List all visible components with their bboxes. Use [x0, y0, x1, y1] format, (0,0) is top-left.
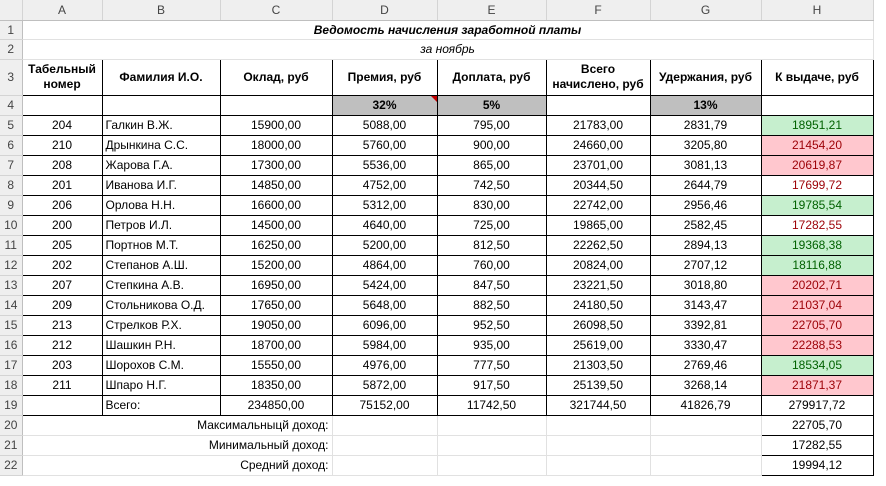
row-header-21[interactable]: 21 — [0, 435, 22, 455]
employee-extra-cell[interactable]: 795,00 — [437, 115, 546, 135]
summary-value[interactable]: 19994,12 — [761, 455, 873, 475]
employee-pay-cell[interactable]: 19785,54 — [761, 195, 873, 215]
row-header-15[interactable]: 15 — [0, 315, 22, 335]
employee-bonus-cell[interactable]: 5760,00 — [332, 135, 437, 155]
employee-bonus-cell[interactable]: 4752,00 — [332, 175, 437, 195]
cell-e21[interactable] — [437, 435, 546, 455]
employee-name-cell[interactable]: Степанов А.Ш. — [102, 255, 220, 275]
cell-c4[interactable] — [220, 95, 332, 115]
employee-salary-cell[interactable]: 16250,00 — [220, 235, 332, 255]
sheet-subtitle[interactable]: за ноябрь — [22, 39, 873, 59]
employee-name-cell[interactable]: Иванова И.Г. — [102, 175, 220, 195]
employee-extra-cell[interactable]: 760,00 — [437, 255, 546, 275]
row-header-2[interactable]: 2 — [0, 39, 22, 59]
summary-label[interactable]: Средний доход: — [22, 455, 332, 475]
row-header-9[interactable]: 9 — [0, 195, 22, 215]
employee-salary-cell[interactable]: 15200,00 — [220, 255, 332, 275]
cell-f21[interactable] — [546, 435, 650, 455]
cell-f22[interactable] — [546, 455, 650, 475]
employee-total-cell[interactable]: 24180,50 — [546, 295, 650, 315]
totals-pay[interactable]: 279917,72 — [761, 395, 873, 415]
totals-label[interactable]: Всего: — [102, 395, 220, 415]
employee-deduct-cell[interactable]: 2644,79 — [650, 175, 761, 195]
header-salary[interactable]: Оклад, руб — [220, 59, 332, 95]
employee-deduct-cell[interactable]: 2831,79 — [650, 115, 761, 135]
header-extra[interactable]: Доплата, руб — [437, 59, 546, 95]
row-header-14[interactable]: 14 — [0, 295, 22, 315]
row-header-16[interactable]: 16 — [0, 335, 22, 355]
totals-total[interactable]: 321744,50 — [546, 395, 650, 415]
employee-bonus-cell[interactable]: 5200,00 — [332, 235, 437, 255]
employee-deduct-cell[interactable]: 3018,80 — [650, 275, 761, 295]
column-header-f[interactable]: F — [546, 0, 650, 20]
employee-bonus-cell[interactable]: 5312,00 — [332, 195, 437, 215]
cell-f20[interactable] — [546, 415, 650, 435]
employee-extra-cell[interactable]: 725,00 — [437, 215, 546, 235]
header-bonus[interactable]: Премия, руб — [332, 59, 437, 95]
employee-bonus-cell[interactable]: 4640,00 — [332, 215, 437, 235]
extra-rate-cell[interactable]: 5% — [437, 95, 546, 115]
employee-pay-cell[interactable]: 21871,37 — [761, 375, 873, 395]
employee-id-cell[interactable]: 210 — [22, 135, 102, 155]
employee-total-cell[interactable]: 23221,50 — [546, 275, 650, 295]
summary-label[interactable]: Максимальныцй доход: — [22, 415, 332, 435]
employee-bonus-cell[interactable]: 6096,00 — [332, 315, 437, 335]
employee-bonus-cell[interactable]: 4864,00 — [332, 255, 437, 275]
sheet-title[interactable]: Ведомость начисления заработной платы — [22, 20, 873, 39]
employee-pay-cell[interactable]: 18534,05 — [761, 355, 873, 375]
row-header-6[interactable]: 6 — [0, 135, 22, 155]
employee-total-cell[interactable]: 25139,50 — [546, 375, 650, 395]
employee-extra-cell[interactable]: 882,50 — [437, 295, 546, 315]
employee-deduct-cell[interactable]: 3392,81 — [650, 315, 761, 335]
cell-d21[interactable] — [332, 435, 437, 455]
employee-pay-cell[interactable]: 21037,04 — [761, 295, 873, 315]
employee-id-cell[interactable]: 209 — [22, 295, 102, 315]
totals-extra[interactable]: 11742,50 — [437, 395, 546, 415]
header-tab-number[interactable] — [22, 59, 102, 95]
employee-deduct-cell[interactable]: 3268,14 — [650, 375, 761, 395]
employee-salary-cell[interactable]: 18350,00 — [220, 375, 332, 395]
row-header-1[interactable]: 1 — [0, 20, 22, 39]
column-header-c[interactable]: C — [220, 0, 332, 20]
cell-d20[interactable] — [332, 415, 437, 435]
row-header-5[interactable]: 5 — [0, 115, 22, 135]
employee-pay-cell[interactable]: 19368,38 — [761, 235, 873, 255]
cell-b4[interactable] — [102, 95, 220, 115]
employee-deduct-cell[interactable]: 3081,13 — [650, 155, 761, 175]
employee-total-cell[interactable]: 25619,00 — [546, 335, 650, 355]
employee-salary-cell[interactable]: 17300,00 — [220, 155, 332, 175]
column-header-g[interactable]: G — [650, 0, 761, 20]
employee-id-cell[interactable]: 201 — [22, 175, 102, 195]
employee-id-cell[interactable]: 205 — [22, 235, 102, 255]
cell-g22[interactable] — [650, 455, 761, 475]
employee-bonus-cell[interactable]: 5536,00 — [332, 155, 437, 175]
employee-pay-cell[interactable]: 22288,53 — [761, 335, 873, 355]
header-deduct[interactable]: Удержания, руб — [650, 59, 761, 95]
employee-pay-cell[interactable]: 21454,20 — [761, 135, 873, 155]
employee-extra-cell[interactable]: 830,00 — [437, 195, 546, 215]
employee-total-cell[interactable]: 26098,50 — [546, 315, 650, 335]
header-tab-line1: Табельный — [28, 62, 96, 76]
cell-a4[interactable] — [22, 95, 102, 115]
employee-salary-cell[interactable]: 15550,00 — [220, 355, 332, 375]
totals-salary[interactable]: 234850,00 — [220, 395, 332, 415]
employee-name-cell[interactable]: Дрынкина С.С. — [102, 135, 220, 155]
employee-id-cell[interactable]: 203 — [22, 355, 102, 375]
row-header-10[interactable]: 10 — [0, 215, 22, 235]
employee-bonus-cell[interactable]: 5424,00 — [332, 275, 437, 295]
employee-salary-cell[interactable]: 14850,00 — [220, 175, 332, 195]
row-header-8[interactable]: 8 — [0, 175, 22, 195]
row-header-12[interactable]: 12 — [0, 255, 22, 275]
employee-name-cell[interactable]: Шпаро Н.Г. — [102, 375, 220, 395]
employee-pay-cell[interactable]: 17282,55 — [761, 215, 873, 235]
employee-bonus-cell[interactable]: 4976,00 — [332, 355, 437, 375]
employee-salary-cell[interactable]: 18700,00 — [220, 335, 332, 355]
bonus-rate-cell[interactable]: 32% — [332, 95, 437, 115]
cell-g21[interactable] — [650, 435, 761, 455]
cell-f4[interactable] — [546, 95, 650, 115]
header-pay[interactable]: К выдаче, руб — [761, 59, 873, 95]
employee-extra-cell[interactable]: 952,50 — [437, 315, 546, 335]
employee-name-cell[interactable]: Стольникова О.Д. — [102, 295, 220, 315]
employee-name-cell[interactable]: Шорохов С.М. — [102, 355, 220, 375]
employee-id-cell[interactable]: 211 — [22, 375, 102, 395]
summary-value[interactable]: 22705,70 — [761, 415, 873, 435]
employee-bonus-cell[interactable]: 5088,00 — [332, 115, 437, 135]
employee-extra-cell[interactable]: 742,50 — [437, 175, 546, 195]
employee-id-cell[interactable]: 208 — [22, 155, 102, 175]
employee-deduct-cell[interactable]: 2894,13 — [650, 235, 761, 255]
row-header-18[interactable]: 18 — [0, 375, 22, 395]
employee-name-cell[interactable]: Жарова Г.А. — [102, 155, 220, 175]
employee-total-cell[interactable]: 20824,00 — [546, 255, 650, 275]
employee-name-cell[interactable]: Стрелков Р.Х. — [102, 315, 220, 335]
employee-deduct-cell[interactable]: 2707,12 — [650, 255, 761, 275]
employee-id-cell[interactable]: 207 — [22, 275, 102, 295]
deduct-rate-cell[interactable]: 13% — [650, 95, 761, 115]
select-all-corner[interactable] — [0, 0, 22, 20]
employee-bonus-cell[interactable]: 5872,00 — [332, 375, 437, 395]
employee-pay-cell[interactable]: 20619,87 — [761, 155, 873, 175]
employee-name-cell[interactable]: Орлова Н.Н. — [102, 195, 220, 215]
column-header-a[interactable]: A — [22, 0, 102, 20]
employee-total-cell[interactable]: 20344,50 — [546, 175, 650, 195]
employee-extra-cell[interactable]: 847,50 — [437, 275, 546, 295]
employee-pay-cell[interactable]: 22705,70 — [761, 315, 873, 335]
employee-total-cell[interactable]: 22262,50 — [546, 235, 650, 255]
employee-id-cell[interactable]: 213 — [22, 315, 102, 335]
cell-h4[interactable] — [761, 95, 873, 115]
row-header-11[interactable]: 11 — [0, 235, 22, 255]
employee-extra-cell[interactable]: 917,50 — [437, 375, 546, 395]
employee-extra-cell[interactable]: 777,50 — [437, 355, 546, 375]
row-header-7[interactable]: 7 — [0, 155, 22, 175]
employee-deduct-cell[interactable]: 2582,45 — [650, 215, 761, 235]
header-total[interactable] — [546, 59, 650, 95]
employee-salary-cell[interactable]: 16950,00 — [220, 275, 332, 295]
employee-pay-cell[interactable]: 18951,21 — [761, 115, 873, 135]
row-header-13[interactable]: 13 — [0, 275, 22, 295]
employee-salary-cell[interactable]: 16600,00 — [220, 195, 332, 215]
row-header-19[interactable]: 19 — [0, 395, 22, 415]
employee-pay-cell[interactable]: 20202,71 — [761, 275, 873, 295]
header-total-line2: начислено, руб — [552, 77, 644, 91]
header-total-line1: Всего — [580, 62, 616, 76]
row-header-20[interactable]: 20 — [0, 415, 22, 435]
summary-value[interactable]: 17282,55 — [761, 435, 873, 455]
cell-e20[interactable] — [437, 415, 546, 435]
header-tab-line2: номер — [43, 77, 81, 91]
employee-name-cell[interactable]: Галкин В.Ж. — [102, 115, 220, 135]
cell-a19[interactable] — [22, 395, 102, 415]
cell-g20[interactable] — [650, 415, 761, 435]
employee-id-cell[interactable]: 206 — [22, 195, 102, 215]
employee-total-cell[interactable]: 21783,00 — [546, 115, 650, 135]
employee-id-cell[interactable]: 202 — [22, 255, 102, 275]
employee-name-cell[interactable]: Портнов М.Т. — [102, 235, 220, 255]
employee-name-cell[interactable]: Петров И.Л. — [102, 215, 220, 235]
column-header-d[interactable]: D — [332, 0, 437, 20]
employee-name-cell[interactable]: Степкина А.В. — [102, 275, 220, 295]
row-header-22[interactable]: 22 — [0, 455, 22, 475]
row-header-17[interactable]: 17 — [0, 355, 22, 375]
row-header-4[interactable]: 4 — [0, 95, 22, 115]
employee-salary-cell[interactable]: 17650,00 — [220, 295, 332, 315]
employee-extra-cell[interactable]: 812,50 — [437, 235, 546, 255]
employee-extra-cell[interactable]: 935,00 — [437, 335, 546, 355]
employee-extra-cell[interactable]: 900,00 — [437, 135, 546, 155]
employee-total-cell[interactable]: 24660,00 — [546, 135, 650, 155]
column-header-h[interactable]: H — [761, 0, 873, 20]
employee-salary-cell[interactable]: 18000,00 — [220, 135, 332, 155]
employee-total-cell[interactable]: 19865,00 — [546, 215, 650, 235]
employee-extra-cell[interactable]: 865,00 — [437, 155, 546, 175]
totals-deduct[interactable]: 41826,79 — [650, 395, 761, 415]
totals-bonus[interactable]: 75152,00 — [332, 395, 437, 415]
header-name[interactable]: Фамилия И.О. — [102, 59, 220, 95]
employee-deduct-cell[interactable]: 3205,80 — [650, 135, 761, 155]
employee-bonus-cell[interactable]: 5648,00 — [332, 295, 437, 315]
employee-deduct-cell[interactable]: 2956,46 — [650, 195, 761, 215]
employee-pay-cell[interactable]: 17699,72 — [761, 175, 873, 195]
employee-total-cell[interactable]: 21303,50 — [546, 355, 650, 375]
employee-id-cell[interactable]: 204 — [22, 115, 102, 135]
employee-pay-cell[interactable]: 18116,88 — [761, 255, 873, 275]
employee-deduct-cell[interactable]: 2769,46 — [650, 355, 761, 375]
employee-total-cell[interactable]: 22742,00 — [546, 195, 650, 215]
employee-deduct-cell[interactable]: 3330,47 — [650, 335, 761, 355]
row-header-3[interactable]: 3 — [0, 59, 22, 95]
employee-bonus-cell[interactable]: 5984,00 — [332, 335, 437, 355]
employee-id-cell[interactable]: 200 — [22, 215, 102, 235]
employee-id-cell[interactable]: 212 — [22, 335, 102, 355]
column-header-e[interactable]: E — [437, 0, 546, 20]
employee-salary-cell[interactable]: 14500,00 — [220, 215, 332, 235]
summary-label[interactable]: Минимальный доход: — [22, 435, 332, 455]
employee-salary-cell[interactable]: 15900,00 — [220, 115, 332, 135]
employee-salary-cell[interactable]: 19050,00 — [220, 315, 332, 335]
cell-e22[interactable] — [437, 455, 546, 475]
employee-deduct-cell[interactable]: 3143,47 — [650, 295, 761, 315]
column-header-b[interactable]: B — [102, 0, 220, 20]
employee-name-cell[interactable]: Шашкин Р.Н. — [102, 335, 220, 355]
employee-total-cell[interactable]: 23701,00 — [546, 155, 650, 175]
cell-d22[interactable] — [332, 455, 437, 475]
